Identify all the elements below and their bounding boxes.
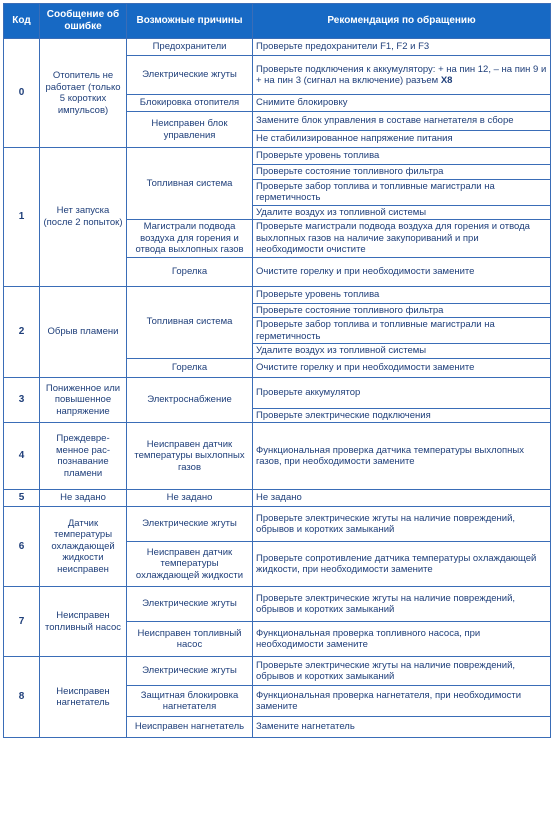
possible-cause: Электрические жгуты (127, 587, 253, 622)
table-row (4, 657, 551, 686)
possible-cause: Защитная блокировка нагнетателя (127, 686, 253, 717)
table-row (4, 587, 551, 622)
recommendation: Снимите блокировку (253, 95, 551, 112)
recommendation: Проверьте аккумулятор (253, 377, 551, 408)
error-message: Нет запуска (после 2 попыток) (40, 148, 127, 287)
error-message: Преждевре-менное рас-познавание пламени (40, 423, 127, 490)
table-body (4, 39, 551, 738)
recommendation: Замените нагнетатель (253, 717, 551, 738)
table-row (4, 148, 551, 165)
table-row (4, 286, 551, 303)
recommendation: Проверьте электрические жгуты на наличие повреждений, обрывов и коротких замыканий (253, 587, 551, 622)
error-message: Неисправен топливный насос (40, 587, 127, 657)
error-message: Обрыв пламени (40, 286, 127, 377)
recommendation: Удалите воздух из топливной системы (253, 344, 551, 359)
possible-cause: Магистрали подвода воздуха для горения и отвода выхлопных газов (127, 220, 253, 258)
possible-cause: Неисправен нагнетатель (127, 717, 253, 738)
error-code: 2 (4, 286, 40, 377)
connector-code: X8 (440, 75, 453, 86)
recommendation: Не стабилизированное напряжение питания (253, 131, 551, 148)
possible-cause: Блокировка отопителя (127, 95, 253, 112)
possible-cause: Топливная система (127, 286, 253, 358)
table-row (4, 507, 551, 542)
table-row (4, 377, 551, 408)
recommendation: Проверьте подключения к аккумулятору: + на пин 12, – на пин 9 и + на пин 3 (сигнал на включение) разъем X8 (253, 56, 551, 95)
header-causes: Возможные причины (127, 4, 253, 39)
error-codes-table (3, 3, 551, 738)
recommendation: Проверьте уровень топлива (253, 148, 551, 165)
recommendation: Проверьте предохранители F1, F2 и F3 (253, 39, 551, 56)
possible-cause: Неисправен датчик температуры охлаждающей жидкости (127, 542, 253, 587)
table-row (4, 490, 551, 507)
recommendation: Не задано (253, 490, 551, 507)
recommendation: Функциональная проверка топливного насоса, при необходимости замените (253, 622, 551, 657)
recommendation: Проверьте забор топлива и топливные магистрали на герметичность (253, 318, 551, 344)
possible-cause: Не задано (127, 490, 253, 507)
error-code: 7 (4, 587, 40, 657)
possible-cause: Электрические жгуты (127, 56, 253, 95)
table-row (4, 39, 551, 56)
error-code: 1 (4, 148, 40, 287)
possible-cause: Горелка (127, 358, 253, 377)
error-code: 0 (4, 39, 40, 148)
table-header-row (4, 4, 551, 39)
possible-cause: Электрические жгуты (127, 657, 253, 686)
recommendation: Проверьте состояние топливного фильтра (253, 165, 551, 180)
error-message: Пониженное или повышенное напряжение (40, 377, 127, 423)
error-code: 5 (4, 490, 40, 507)
error-code: 3 (4, 377, 40, 423)
error-code: 6 (4, 507, 40, 587)
error-message: Отопитель не работает (только 5 коротких импульсов) (40, 39, 127, 148)
error-message: Неисправен нагнетатель (40, 657, 127, 738)
recommendation: Замените блок управления в составе нагнетателя в сборе (253, 112, 551, 131)
possible-cause: Неисправен блок управления (127, 112, 253, 148)
recommendation: Проверьте сопротивление датчика температуры охлаждающей жидкости, при необходимости замените (253, 542, 551, 587)
possible-cause: Неисправен датчик температуры выхлопных газов (127, 423, 253, 490)
error-code: 8 (4, 657, 40, 738)
possible-cause: Электроснабжение (127, 377, 253, 423)
recommendation: Проверьте состояние топливного фильтра (253, 303, 551, 318)
header-message: Сообщение об ошибке (40, 4, 127, 39)
recommendation: Проверьте электрические жгуты на наличие повреждений, обрывов и коротких замыканий (253, 657, 551, 686)
header-recommendation: Рекомендация по обращению (253, 4, 551, 39)
recommendation: Проверьте забор топлива и топливные магистрали на герметичность (253, 179, 551, 205)
possible-cause: Электрические жгуты (127, 507, 253, 542)
recommendation: Проверьте магистрали подвода воздуха для горения и отвода выхлопных газов на наличие закупориваний и при необходимости очистите (253, 220, 551, 258)
possible-cause: Топливная система (127, 148, 253, 220)
possible-cause: Предохранители (127, 39, 253, 56)
recommendation: Функциональная проверка датчика температуры выхлопных газов, при необходимости замените (253, 423, 551, 490)
recommendation: Очистите горелку и при необходимости замените (253, 358, 551, 377)
recommendation: Проверьте уровень топлива (253, 286, 551, 303)
recommendation: Очистите горелку и при необходимости замените (253, 257, 551, 286)
table-row (4, 423, 551, 490)
recommendation: Проверьте электрические подключения (253, 408, 551, 423)
possible-cause: Неисправен топливный насос (127, 622, 253, 657)
recommendation: Функциональная проверка нагнетателя, при необходимости замените (253, 686, 551, 717)
error-message: Не задано (40, 490, 127, 507)
error-code: 4 (4, 423, 40, 490)
recommendation: Проверьте электрические жгуты на наличие повреждений, обрывов и коротких замыканий (253, 507, 551, 542)
recommendation: Удалите воздух из топливной системы (253, 205, 551, 220)
possible-cause: Горелка (127, 257, 253, 286)
header-code: Код (4, 4, 40, 39)
error-message: Датчик температуры охлаждающей жидкости неисправен (40, 507, 127, 587)
